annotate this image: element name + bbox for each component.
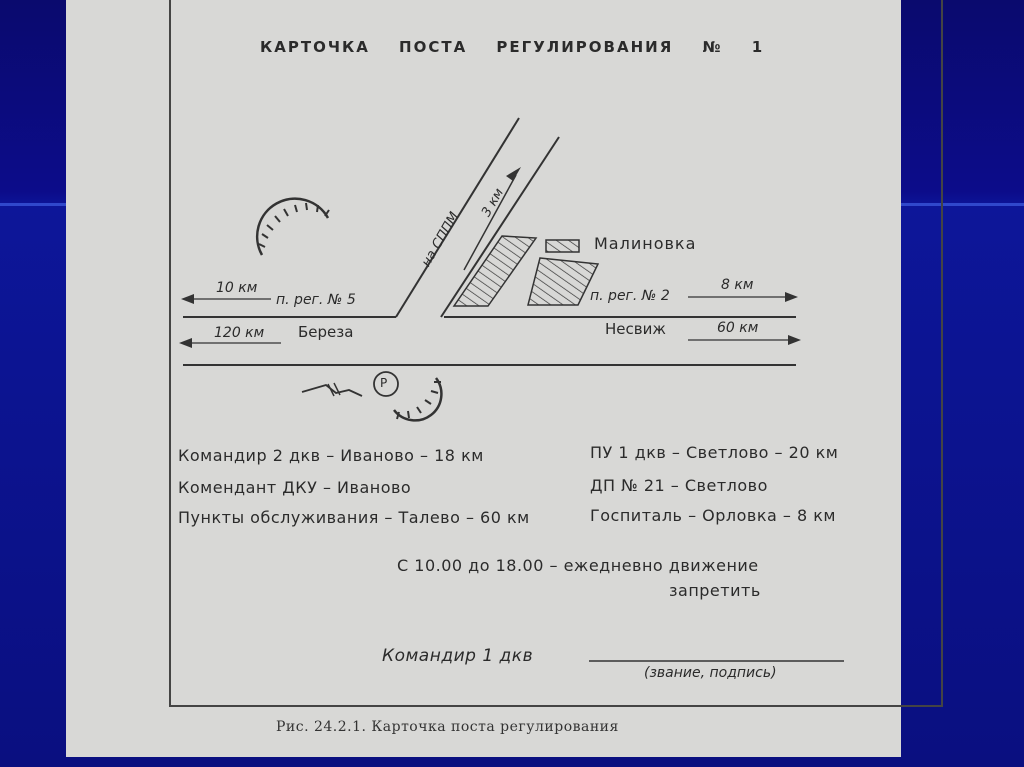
road-scheme (66, 0, 901, 757)
parking-symbol: Р (380, 376, 388, 390)
terrain-ridge-lower (394, 378, 441, 420)
town-label-nesvizh: Несвиж (605, 320, 666, 338)
post-label-5: п. рег. № 5 (276, 292, 356, 308)
info-hospital: Госпиталь – Орловка – 8 км (590, 506, 836, 525)
info-dp: ДП № 21 – Светлово (590, 476, 768, 495)
distance-label-west-120km: 120 км (214, 325, 265, 341)
road-label-sppm: на СППМ (419, 209, 463, 270)
signature-label: Командир 1 дкв (382, 646, 534, 666)
scanned-page (66, 0, 901, 757)
info-control-point: ПУ 1 дкв – Светлово – 20 км (590, 443, 839, 462)
distance-label-east-8km: 8 км (721, 277, 754, 293)
restriction-text-cont: запретить (669, 581, 761, 600)
restriction-text: С 10.00 до 18.00 – ежедневно движение (397, 556, 759, 575)
town-label-bereza: Береза (298, 323, 354, 341)
distance-label-east-60km: 60 км (717, 320, 759, 336)
terrain-ridge-upper (257, 199, 329, 255)
info-service-points: Пункты обслуживания – Талево – 60 км (178, 508, 530, 527)
info-commandant: Комендант ДКУ – Иваново (178, 478, 412, 497)
distance-label-3km: 3 км (479, 185, 508, 220)
distance-label-west-10km: 10 км (216, 280, 258, 296)
signature-hint: (звание, подпись) (644, 665, 777, 681)
village-label-malinovka: Малиновка (594, 234, 697, 253)
info-commander: Командир 2 дкв – Иваново – 18 км (178, 446, 484, 465)
post-label-2: п. рег. № 2 (590, 288, 670, 304)
card-title: КАРТОЧКА ПОСТА РЕГУЛИРОВАНИЯ № 1 (260, 38, 765, 56)
figure-caption: Рис. 24.2.1. Карточка поста регулирования (276, 719, 619, 735)
